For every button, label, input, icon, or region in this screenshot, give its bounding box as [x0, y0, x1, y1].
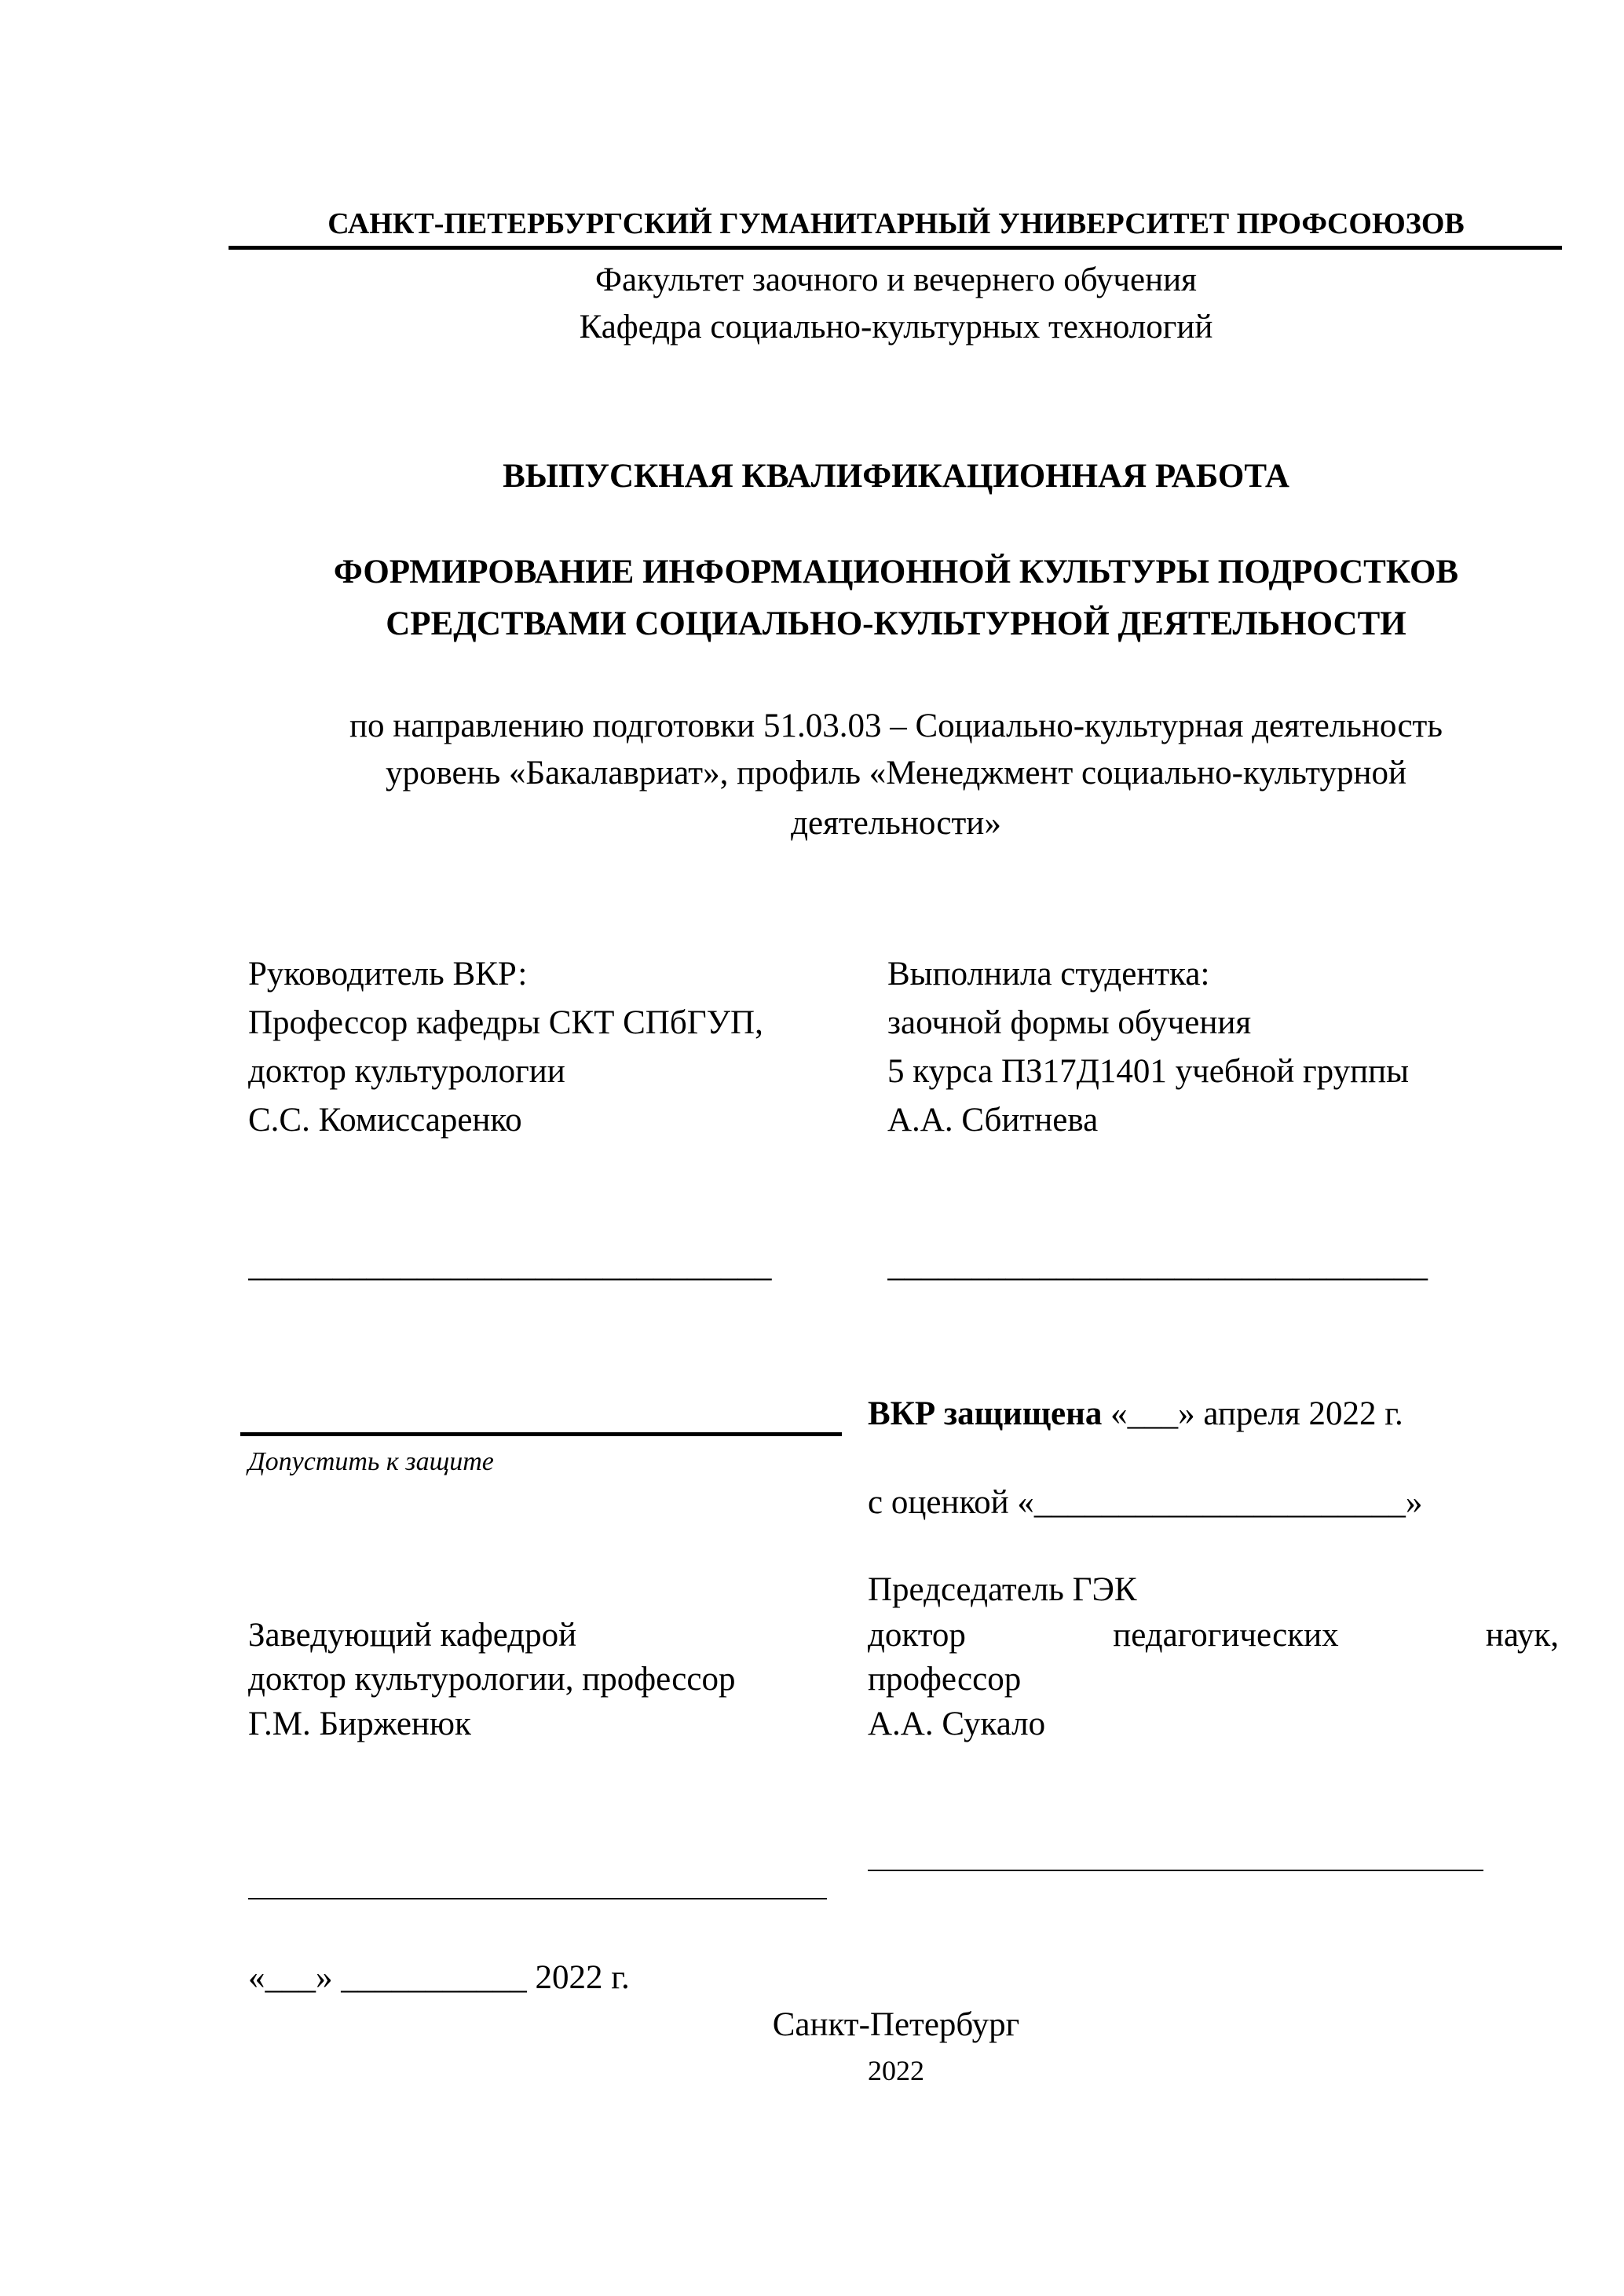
work-type-title: ВЫПУСКНАЯ КВАЛИФИКАЦИОННАЯ РАБОТА [503, 458, 1289, 495]
chairman-degree [868, 1618, 1559, 1653]
approval-date: «___» ___________ 2022 г. [248, 1959, 630, 1996]
head-degree: доктор культурологии, профессор [248, 1661, 736, 1698]
direction-line-2: уровень «Бакалавриат», профиль «Менеджмент социально-культурной [385, 755, 1407, 792]
chairman-name: А.А. Сукало [868, 1706, 1046, 1742]
student-form: заочной формы обучения [887, 1004, 1252, 1041]
head-name: Г.М. Бирженюк [248, 1706, 471, 1742]
topic-line-1: ФОРМИРОВАНИЕ ИНФОРМАЦИОННОЙ КУЛЬТУРЫ ПОДРОСТКОВ [333, 554, 1459, 590]
header-rule [229, 246, 1562, 250]
student-name: А.А. Сбитнева [887, 1102, 1099, 1139]
direction-line-1: по направлению подготовки 51.03.03 – Социально-культурная деятельность [349, 707, 1443, 744]
university-name: САНКТ-ПЕТЕРБУРГСКИЙ ГУМАНИТАРНЫЙ УНИВЕРСИТЕТ ПРОФСОЮЗОВ [327, 207, 1465, 240]
supervisor-degree: доктор культурологии [248, 1053, 565, 1090]
student-group: 5 курса ПЗ17Д1401 учебной группы [887, 1053, 1410, 1090]
city: Санкт-Петербург [772, 2006, 1020, 2043]
student-label: Выполнила студентка: [887, 956, 1210, 993]
head-signature-line [248, 1898, 827, 1899]
direction-line-3: деятельности» [791, 805, 1001, 842]
supervisor-label: Руководитель ВКР: [248, 956, 528, 993]
supervisor-position: Профессор кафедры СКТ СПбГУП, [248, 1004, 763, 1041]
defense-date [868, 1397, 1403, 1431]
chairman-degree-word: наук, [1485, 1617, 1559, 1654]
chairman-signature-line [868, 1870, 1483, 1871]
head-title: Заведующий кафедрой [248, 1617, 577, 1654]
department-name: Кафедра социально-культурных технологий [579, 309, 1213, 345]
topic-line-2: СРЕДСТВАМИ СОЦИАЛЬНО-КУЛЬТУРНОЙ ДЕЯТЕЛЬНОСТИ [386, 605, 1406, 642]
student-signature-line: ________________________________ [887, 1249, 1428, 1283]
chairman-degree-word: доктор [868, 1617, 966, 1654]
chairman-rank: профессор [868, 1661, 1022, 1698]
faculty-name: Факультет заочного и вечернего обучения [595, 261, 1197, 298]
chairman-title: Председатель ГЭК [868, 1571, 1137, 1608]
defense-bold: ВКР защищена [868, 1395, 1103, 1432]
chairman-degree-word: педагогических [1113, 1617, 1339, 1654]
admit-label: Допустить к защите [248, 1447, 494, 1476]
defense-date-text: «___» апреля 2022 г. [1102, 1395, 1403, 1432]
supervisor-name: С.С. Комиссаренко [248, 1102, 522, 1139]
defense-grade: с оценкой «______________________» [868, 1484, 1423, 1521]
year: 2022 [868, 2055, 924, 2086]
supervisor-signature-line: _______________________________ [248, 1249, 772, 1283]
admit-signature-rule [240, 1432, 842, 1436]
